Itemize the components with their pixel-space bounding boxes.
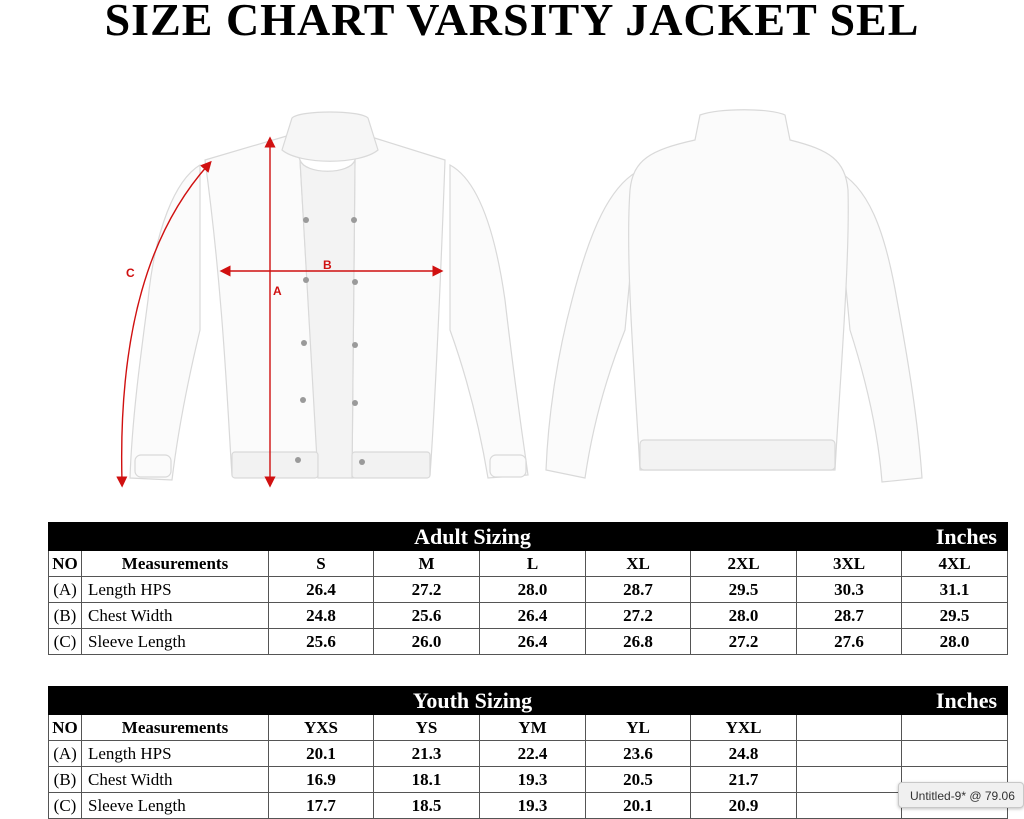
row-name: Sleeve Length xyxy=(82,629,269,655)
units-label: Inches xyxy=(902,523,1008,551)
cell-value: 31.1 xyxy=(902,577,1008,603)
cell-value: 22.4 xyxy=(480,741,586,767)
cell-value: 20.1 xyxy=(586,793,691,819)
cell-value: 21.7 xyxy=(691,767,797,793)
table-row xyxy=(49,767,1008,793)
header-row xyxy=(49,551,1008,577)
row-name: Chest Width xyxy=(82,603,269,629)
cell-value: 28.7 xyxy=(797,603,902,629)
cell-value: 26.4 xyxy=(480,603,586,629)
cell-value: 20.5 xyxy=(586,767,691,793)
cell-value: 26.0 xyxy=(374,629,480,655)
cell-value: 27.6 xyxy=(797,629,902,655)
units-label: Inches xyxy=(902,687,1008,715)
adult-size-table xyxy=(48,522,1008,655)
table-row xyxy=(49,629,1008,655)
table-band xyxy=(49,523,1008,551)
size-header: 3XL xyxy=(797,551,902,577)
cell-value xyxy=(797,741,902,767)
cell-value xyxy=(902,741,1008,767)
cell-value: 26.4 xyxy=(480,629,586,655)
cell-value: 26.8 xyxy=(586,629,691,655)
row-name: Sleeve Length xyxy=(82,793,269,819)
row-no: (C) xyxy=(49,793,82,819)
measure-label-c: C xyxy=(126,266,135,280)
cell-value: 29.5 xyxy=(902,603,1008,629)
cell-value: 28.0 xyxy=(902,629,1008,655)
size-header xyxy=(902,715,1008,741)
cell-value xyxy=(797,767,902,793)
table-row xyxy=(49,577,1008,603)
size-header: M xyxy=(374,551,480,577)
size-header xyxy=(797,715,902,741)
size-header: YXL xyxy=(691,715,797,741)
cell-value: 28.7 xyxy=(586,577,691,603)
cell-value: 24.8 xyxy=(269,603,374,629)
cell-value: 26.4 xyxy=(269,577,374,603)
back-jacket-image xyxy=(546,110,922,482)
cell-value: 16.9 xyxy=(269,767,374,793)
front-jacket-image xyxy=(130,112,528,480)
cell-value xyxy=(797,793,902,819)
jacket-diagram xyxy=(0,100,1024,500)
cell-value: 20.9 xyxy=(691,793,797,819)
cell-value: 28.0 xyxy=(691,603,797,629)
size-header: L xyxy=(480,551,586,577)
cell-value: 18.1 xyxy=(374,767,480,793)
youth-size-table xyxy=(48,686,1008,819)
cell-value: 21.3 xyxy=(374,741,480,767)
cell-value: 30.3 xyxy=(797,577,902,603)
cell-value: 23.6 xyxy=(586,741,691,767)
row-name: Length HPS xyxy=(82,741,269,767)
row-no: (C) xyxy=(49,629,82,655)
cell-value: 27.2 xyxy=(586,603,691,629)
cell-value: 27.2 xyxy=(691,629,797,655)
cell-value: 19.3 xyxy=(480,767,586,793)
table-row xyxy=(49,603,1008,629)
row-name: Chest Width xyxy=(82,767,269,793)
measure-label-a: A xyxy=(273,284,282,298)
row-no: (B) xyxy=(49,767,82,793)
row-name: Length HPS xyxy=(82,577,269,603)
header-row xyxy=(49,715,1008,741)
row-no: (B) xyxy=(49,603,82,629)
page-title: SIZE CHART VARSITY JACKET SEL xyxy=(104,0,920,45)
header-no: NO xyxy=(49,551,82,577)
cell-value: 25.6 xyxy=(269,629,374,655)
table-band xyxy=(49,687,1008,715)
band-title: Youth Sizing xyxy=(49,687,797,715)
size-header: YXS xyxy=(269,715,374,741)
cell-value: 24.8 xyxy=(691,741,797,767)
cell-value: 27.2 xyxy=(374,577,480,603)
row-no: (A) xyxy=(49,741,82,767)
measure-label-b: B xyxy=(323,258,332,272)
cell-value: 25.6 xyxy=(374,603,480,629)
size-header: YL xyxy=(586,715,691,741)
size-header: S xyxy=(269,551,374,577)
table-row xyxy=(49,793,1008,819)
size-header: 4XL xyxy=(902,551,1008,577)
cell-value: 19.3 xyxy=(480,793,586,819)
size-header: YS xyxy=(374,715,480,741)
document-tooltip: Untitled-9* @ 79.06 xyxy=(898,782,1024,808)
cell-value: 29.5 xyxy=(691,577,797,603)
cell-value: 28.0 xyxy=(480,577,586,603)
band-title: Adult Sizing xyxy=(49,523,797,551)
cell-value: 20.1 xyxy=(269,741,374,767)
cell-value: 17.7 xyxy=(269,793,374,819)
size-header: XL xyxy=(586,551,691,577)
cell-value: 18.5 xyxy=(374,793,480,819)
header-measurements: Measurements xyxy=(82,551,269,577)
header-no: NO xyxy=(49,715,82,741)
row-no: (A) xyxy=(49,577,82,603)
size-header: 2XL xyxy=(691,551,797,577)
table-row xyxy=(49,741,1008,767)
header-measurements: Measurements xyxy=(82,715,269,741)
size-header: YM xyxy=(480,715,586,741)
